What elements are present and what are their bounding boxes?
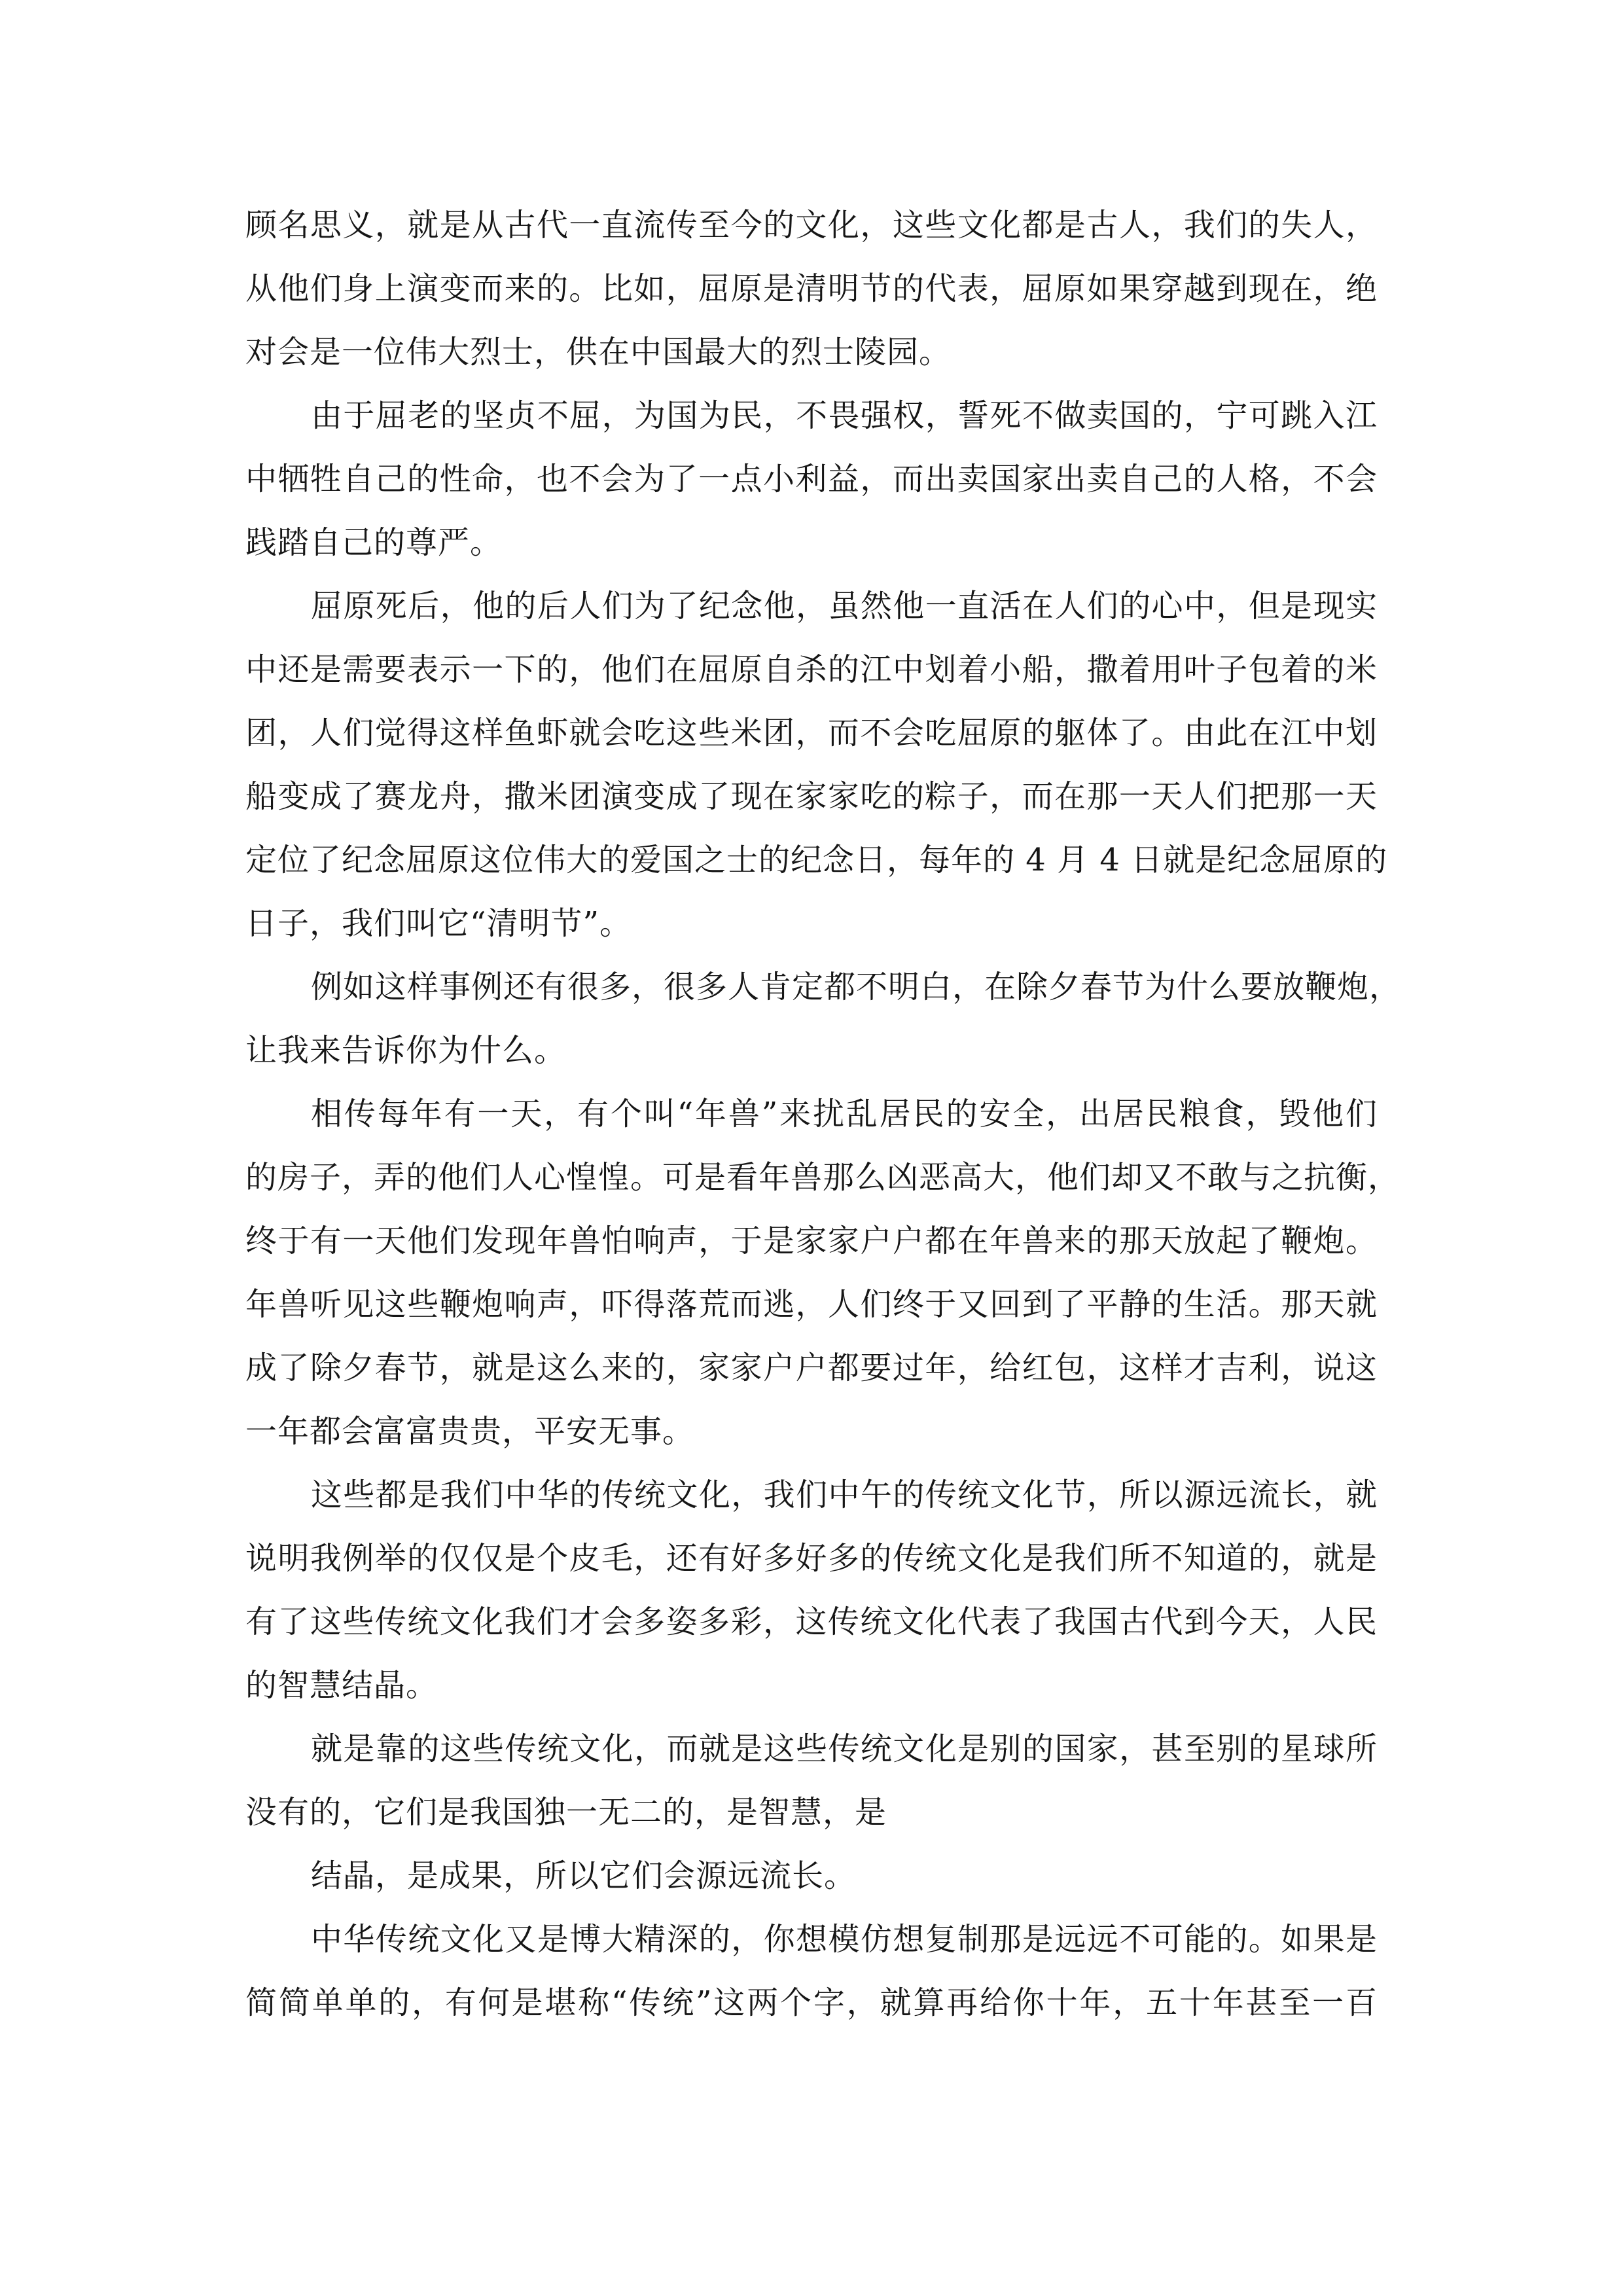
text-line: 没有的，它们是我国独一无二的，是智慧，是 bbox=[245, 1794, 887, 1831]
text-line: 简简单单的，有何是堪称“传统”这两个字，就算再给你十年，五十年甚至一百 bbox=[245, 1984, 1378, 2021]
text-line: 船变成了赛龙舟，撒米团演变成了现在家家吃的粽子，而在那一天人们把那一天 bbox=[245, 778, 1378, 815]
paragraph-first-line: 结晶，是成果，所以它们会源远流长。 bbox=[311, 1857, 857, 1894]
text-line: 对会是一位伟大烈士，供在中国最大的烈士陵园。 bbox=[245, 334, 952, 370]
text-line: 中还是需要表示一下的，他们在屈原自杀的江中划着小船，撒着用叶子包着的米 bbox=[245, 651, 1378, 688]
paragraph-first-line: 中华传统文化又是博大精深的，你想模仿想复制那是远远不可能的。如果是 bbox=[311, 1921, 1378, 1958]
text-line: 有了这些传统文化我们才会多姿多彩，这传统文化代表了我国古代到今天，人民 bbox=[245, 1604, 1378, 1640]
text-line: 说明我例举的仅仅是个皮毛，还有好多好多的传统文化是我们所不知道的，就是 bbox=[245, 1540, 1378, 1577]
text-line: 终于有一天他们发现年兽怕响声，于是家家户户都在年兽来的那天放起了鞭炮。 bbox=[245, 1223, 1378, 1259]
text-line: 中牺牲自己的性命，也不会为了一点小利益，而出卖国家出卖自己的人格，不会 bbox=[245, 461, 1378, 497]
text-line: 日子，我们叫它“清明节”。 bbox=[245, 905, 632, 942]
text-line: 一年都会富富贵贵，平安无事。 bbox=[245, 1413, 695, 1450]
paragraph-first-line: 就是靠的这些传统文化，而就是这些传统文化是别的国家，甚至别的星球所 bbox=[311, 1731, 1378, 1767]
paragraph-first-line: 屈原死后，他的后人们为了纪念他，虽然他一直活在人们的心中，但是现实 bbox=[311, 588, 1378, 624]
paragraph-first-line: 这些都是我们中华的传统文化，我们中午的传统文化节，所以源远流长，就 bbox=[311, 1477, 1378, 1513]
text-line: 让我来告诉你为什么。 bbox=[245, 1032, 567, 1069]
text-line: 践踏自己的尊严。 bbox=[245, 524, 503, 561]
text-line: 从他们身上演变而来的。比如，屈原是清明节的代表，屈原如果穿越到现在，绝 bbox=[245, 270, 1378, 307]
body-text bbox=[245, 194, 1402, 2035]
paragraph-first-line: 相传每年有一天，有个叫“年兽”来扰乱居民的安全，出居民粮食，毁他们 bbox=[311, 1096, 1378, 1132]
text-line: 的房子，弄的他们人心惶惶。可是看年兽那么凶恶高大，他们却又不敢与之抗衡， bbox=[245, 1159, 1400, 1196]
paragraph-first-line: 由于屈老的坚贞不屈，为国为民，不畏强权，誓死不做卖国的，宁可跳入江 bbox=[311, 397, 1378, 434]
text-line: 团，人们觉得这样鱼虾就会吃这些米团，而不会吃屈原的躯体了。由此在江中划 bbox=[245, 715, 1378, 751]
paragraph-first-line: 例如这样事例还有很多，很多人肯定都不明白，在除夕春节为什么要放鞭炮， bbox=[311, 969, 1402, 1005]
text-line: 顾名思义，就是从古代一直流传至今的文化，这些文化都是古人，我们的失人， bbox=[245, 207, 1378, 243]
text-line: 定位了纪念屈原这位伟大的爱国之士的纪念日，每年的 4 月 4 日就是纪念屈原的 bbox=[245, 842, 1388, 878]
text-line: 成了除夕春节，就是这么来的，家家户户都要过年，给红包，这样才吉利，说这 bbox=[245, 1350, 1378, 1386]
text-line: 的智慧结晶。 bbox=[245, 1667, 438, 1704]
text-line: 年兽听见这些鞭炮响声，吓得落荒而逃，人们终于又回到了平静的生活。那天就 bbox=[245, 1286, 1378, 1323]
